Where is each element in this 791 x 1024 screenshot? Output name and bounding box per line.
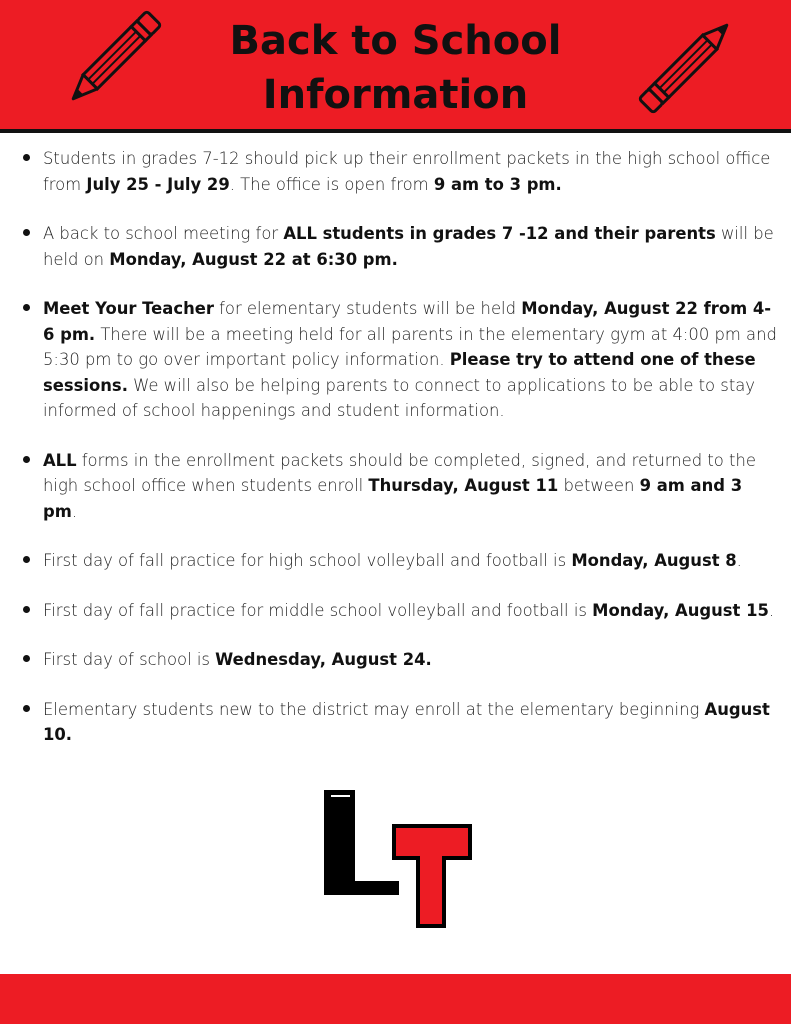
body-text: between xyxy=(558,476,640,495)
bold-text: 9 am to 3 pm. xyxy=(433,174,562,194)
bold-text: July 25 - July 29 xyxy=(86,174,230,194)
bold-text: Monday, August 22 from 4-6 pm. xyxy=(43,299,772,344)
lt-logo xyxy=(322,788,474,930)
info-list xyxy=(0,146,791,772)
list-item xyxy=(0,296,791,424)
body-text: Students in grades 7-12 should pick up their enrollment packets in the high school office from xyxy=(43,149,771,194)
header-banner xyxy=(0,0,791,133)
bold-text: Monday, August 15 xyxy=(592,600,769,620)
list-item xyxy=(0,598,791,624)
body-text: . xyxy=(768,600,775,620)
bold-text: Meet Your Teacher xyxy=(43,299,214,318)
list-item xyxy=(0,146,791,197)
list-item xyxy=(0,548,791,574)
body-text: First day of fall practice for high school volleyball and football is xyxy=(43,551,572,570)
bold-text: Please try to attend one of these sessions. xyxy=(43,350,756,395)
body-text: Elementary students new to the district may enroll at the elementary beginning xyxy=(43,699,705,719)
body-text: We will also be helping parents to connect to applications to be able to stay informed of school happenings and student information. xyxy=(43,375,755,420)
body-text: A back to school meeting for xyxy=(43,224,284,243)
bold-text: Monday, August 8 xyxy=(571,551,737,570)
body-text: . xyxy=(71,501,78,521)
bold-text: August 10. xyxy=(43,699,770,744)
body-text: will be held on xyxy=(43,224,774,269)
bold-text: ALL xyxy=(43,450,77,470)
list-item xyxy=(0,221,791,272)
body-text: . xyxy=(736,551,742,570)
footer-bar xyxy=(0,974,791,1024)
body-text: There will be a meeting held for all parents in the elementary gym at 4:00 pm and 5:30 pm to go over important policy information. xyxy=(43,324,777,369)
body-text: forms in the enrollment packets should be completed, signed, and returned to the high school office when students enroll xyxy=(43,450,756,495)
list-item xyxy=(0,647,791,673)
list-item xyxy=(0,448,791,525)
bold-text: ALL students in grades 7 -12 and their parents xyxy=(283,224,716,243)
body-text: First day of school is xyxy=(43,650,216,669)
list-item xyxy=(0,697,791,748)
body-text: First day of fall practice for middle school volleyball and football is xyxy=(43,600,593,620)
body-text: . The office is open from xyxy=(229,174,434,194)
title-line-2: Information xyxy=(262,72,529,118)
bold-text: Monday, August 22 at 6:30 pm. xyxy=(109,249,398,269)
body-text: for elementary students will be held xyxy=(213,299,522,318)
bold-text: Thursday, August 11 xyxy=(368,476,559,495)
bold-text: Wednesday, August 24. xyxy=(215,650,432,669)
bold-text: 9 am and 3 pm xyxy=(43,476,743,521)
title-line-1: Back to School xyxy=(229,18,562,64)
pencil-icon xyxy=(632,6,748,118)
